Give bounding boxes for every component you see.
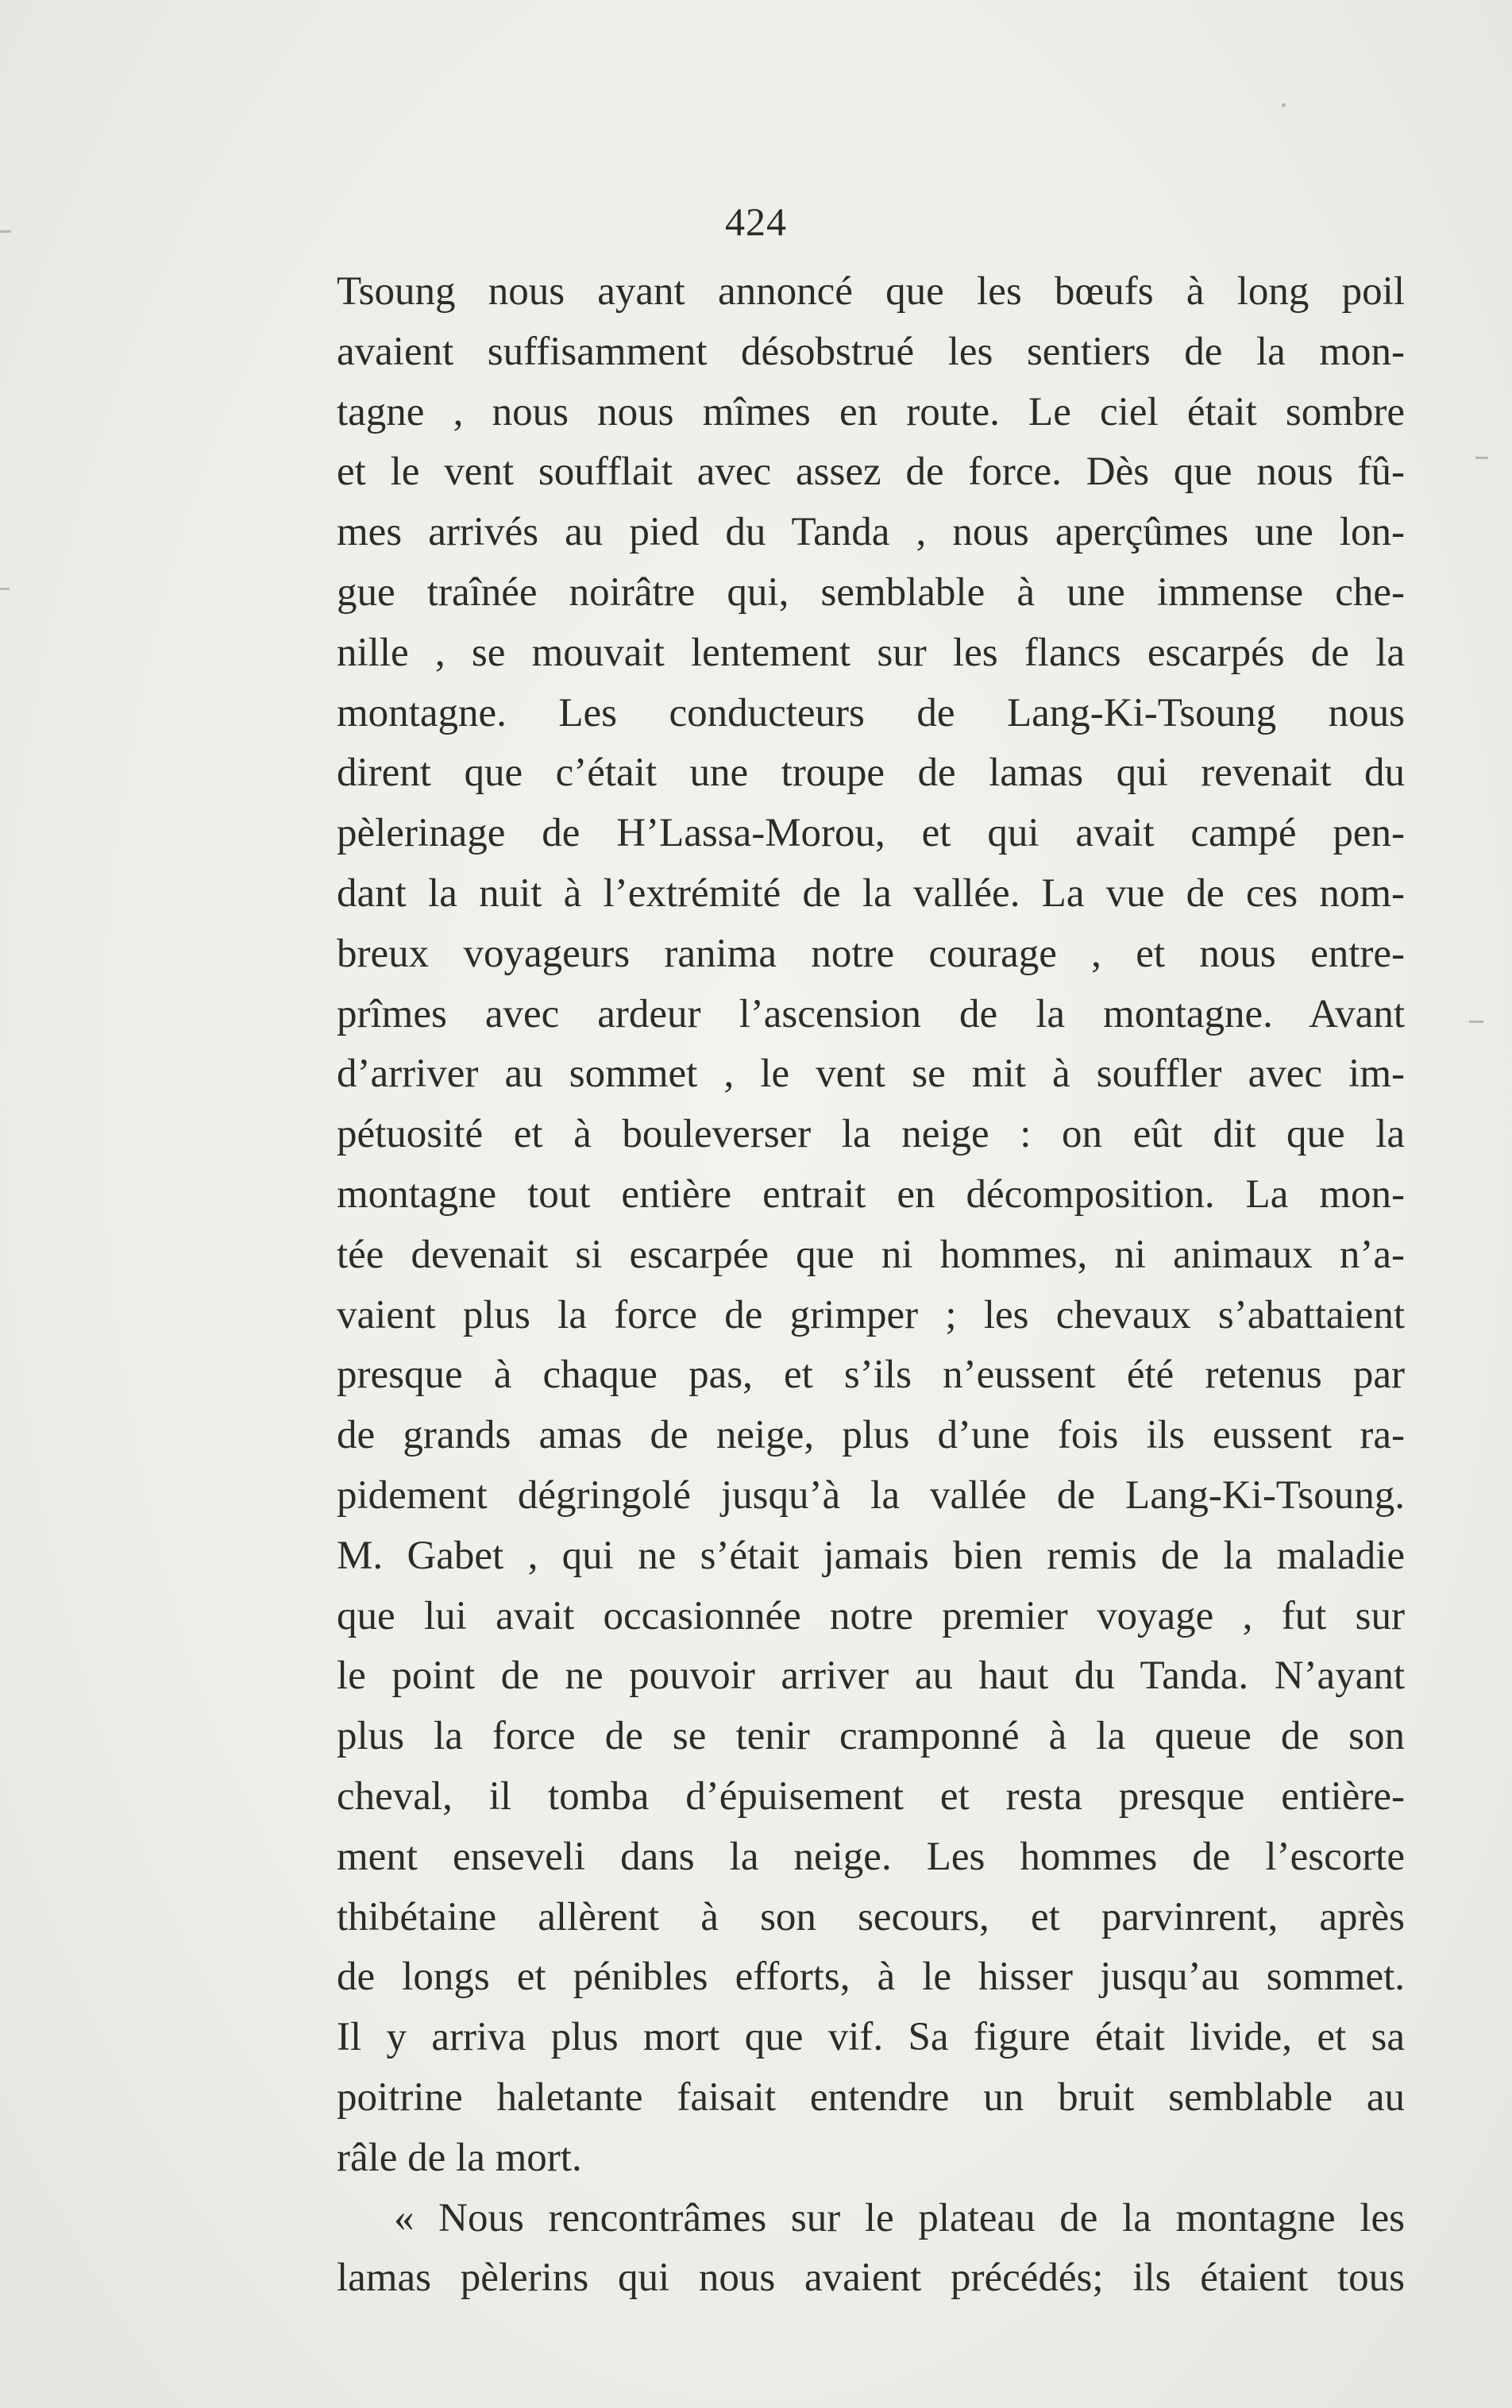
text-line: lamas pèlerins qui nous avaient précédés; ils étaient tous xyxy=(337,2256,1405,2301)
text-line: thibétaine allèrent à son secours, et parvinrent, après xyxy=(337,1894,1405,1939)
text-line: cheval, il tomba d’épuisement et resta presque entière- xyxy=(337,1773,1405,1819)
text-line: poitrine haletante faisait entendre un bruit semblable au xyxy=(337,2074,1405,2120)
text-line: montagne tout entière entrait en décomposition. La mon- xyxy=(337,1171,1405,1217)
text-line: vaient plus la force de grimper ; les chevaux s’abattaient xyxy=(337,1292,1405,1337)
text-line: breux voyageurs ranima notre courage , et nous entre- xyxy=(337,931,1405,976)
text-line: Il y arriva plus mort que vif. Sa figure était livide, et sa xyxy=(337,2015,1405,2060)
text-line: prîmes avec ardeur l’ascension de la montagne. Avant xyxy=(337,991,1405,1036)
text-line: avaient suffisamment désobstrué les sentiers de la mon- xyxy=(337,329,1405,374)
text-line: pétuosité et à bouleverser la neige : on eût dit que la xyxy=(337,1112,1405,1157)
text-line: « Nous rencontrâmes sur le plateau de la montagne les xyxy=(394,2195,1405,2240)
page-speck xyxy=(1282,103,1286,107)
text-line: de longs et pénibles efforts, à le hisser jusqu’au sommet. xyxy=(337,1955,1405,2000)
text-line: tagne , nous nous mîmes en route. Le ciel était sombre xyxy=(337,389,1405,434)
text-line: gue traînée noirâtre qui, semblable à une immense che- xyxy=(337,569,1405,615)
text-line: tée devenait si escarpée que ni hommes, ni animaux n’a- xyxy=(337,1232,1405,1277)
text-line: M. Gabet , qui ne s’était jamais bien remis de la maladie xyxy=(337,1533,1405,1578)
paragraph-end-line: râle de la mort. xyxy=(337,2135,582,2180)
text-line: nille , se mouvait lentement sur les flancs escarpés de la xyxy=(337,630,1405,675)
text-line: Tsoung nous ayant annoncé que les bœufs à long poil xyxy=(337,269,1405,314)
text-line: de grands amas de neige, plus d’une fois ils eussent ra- xyxy=(337,1413,1405,1458)
text-line: montagne. Les conducteurs de Lang-Ki-Tsoung nous xyxy=(337,690,1405,735)
text-line: et le vent soufflait avec assez de force. Dès que nous fû- xyxy=(337,450,1405,495)
text-line: que lui avait occasionnée notre premier voyage , fut sur xyxy=(337,1593,1405,1638)
margin-mark xyxy=(0,588,10,590)
text-line: ment enseveli dans la neige. Les hommes de l’escorte xyxy=(337,1834,1405,1879)
text-line: d’arriver au sommet , le vent se mit à souffler avec im- xyxy=(337,1052,1405,1097)
text-line: pidement dégringolé jusqu’à la vallée de Lang-Ki-Tsoung. xyxy=(337,1472,1405,1518)
text-line: mes arrivés au pied du Tanda , nous aperçûmes une lon- xyxy=(337,510,1405,555)
text-line: pèlerinage de H’Lassa-Morou, et qui avait campé pen- xyxy=(337,811,1405,856)
text-line: plus la force de se tenir cramponné à la queue de son xyxy=(337,1714,1405,1759)
text-line: le point de ne pouvoir arriver au haut du Tanda. N’ayant xyxy=(337,1654,1405,1699)
text-line: dirent que c’était une troupe de lamas qui revenait du xyxy=(337,751,1405,796)
margin-mark xyxy=(1469,1021,1483,1023)
margin-mark xyxy=(1475,457,1488,459)
text-line: presque à chaque pas, et s’ils n’eussent été retenus par xyxy=(337,1353,1405,1398)
page-number: 424 xyxy=(725,199,787,244)
body-text xyxy=(337,262,1405,2309)
text-line: dant la nuit à l’extrémité de la vallée. La vue de ces nom- xyxy=(337,870,1405,916)
